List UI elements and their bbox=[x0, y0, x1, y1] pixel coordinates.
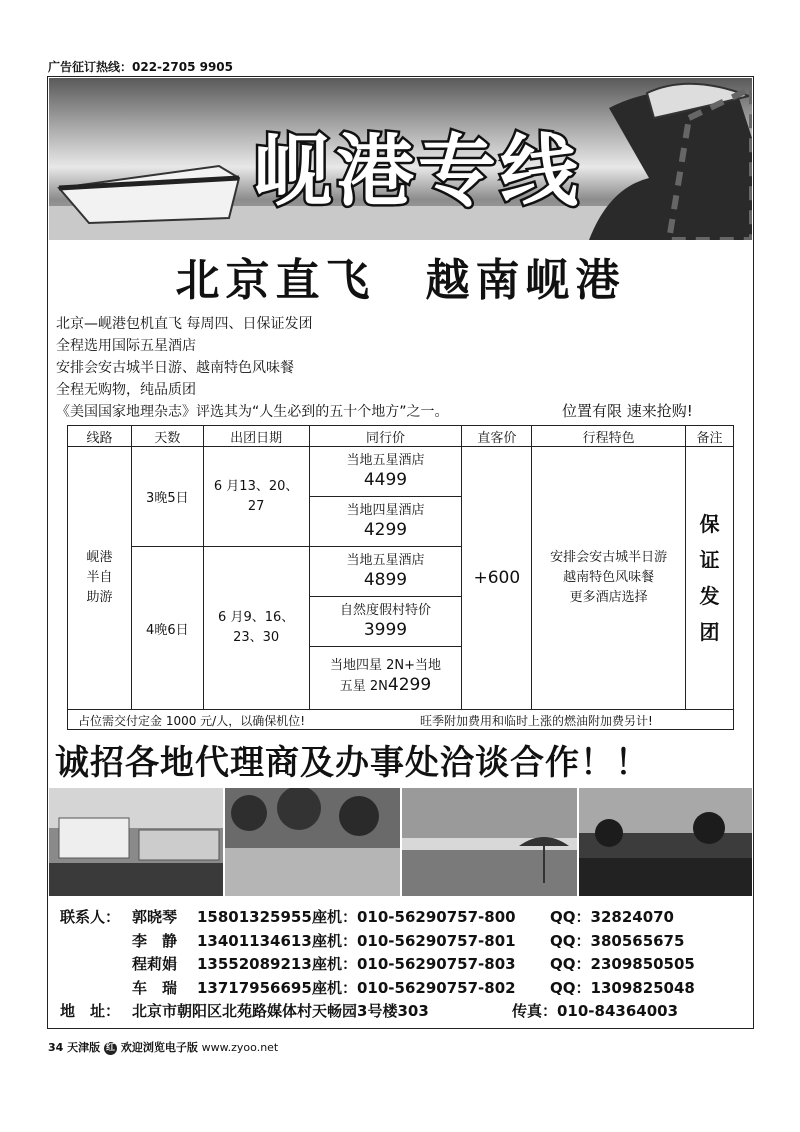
dates-cell bbox=[203, 447, 309, 547]
peer-price-cell bbox=[309, 597, 462, 647]
banner bbox=[49, 78, 752, 240]
banner-title: 岘港专线 bbox=[254, 126, 583, 217]
dates-line: 23、30 bbox=[233, 630, 280, 645]
contact-phone: 座机：010-56290757-802 bbox=[312, 978, 516, 997]
photo-strip bbox=[49, 788, 752, 896]
table-row bbox=[68, 447, 734, 497]
surcharge-note: 旺季附加费用和临时上涨的燃油附加费另计! bbox=[420, 714, 653, 728]
highlight-line: 越南特色风味餐 bbox=[563, 570, 655, 585]
days-cell: 4晚6日 bbox=[131, 547, 203, 710]
table-header: 线路 bbox=[68, 426, 132, 447]
hotel-type-cont: 五星 2N bbox=[339, 678, 388, 694]
contact-qq: QQ：380565675 bbox=[550, 931, 685, 950]
hotel-type: 当地四星 2N+当地 bbox=[329, 657, 441, 673]
peer-price-cell bbox=[309, 447, 462, 497]
highlights-cell bbox=[532, 447, 686, 710]
dates-line: 27 bbox=[247, 498, 265, 514]
resort-photo-2 bbox=[225, 788, 400, 896]
notes-strip bbox=[67, 708, 734, 730]
table-header: 同行价 bbox=[309, 426, 462, 447]
contact-mobile: 13552089213 bbox=[197, 955, 312, 973]
highlight-line: 安排会安古城半日游 bbox=[550, 550, 668, 565]
note-char: 证 bbox=[699, 548, 720, 572]
hotel-type: 当地五星酒店 bbox=[346, 452, 425, 468]
table-header: 天数 bbox=[131, 426, 203, 447]
hotel-type: 当地四星酒店 bbox=[346, 502, 425, 518]
page-number: 34 天津版 bbox=[48, 1041, 101, 1054]
contact-mobile: 15801325955 bbox=[197, 908, 312, 926]
dates-line: 6 月13、20、 bbox=[213, 478, 299, 494]
note-char: 发 bbox=[699, 584, 720, 608]
recruit-heading: 诚招各地代理商及办事处洽谈合作！！ bbox=[55, 743, 650, 783]
days-cell: 3晚5日 bbox=[131, 447, 203, 547]
address-label: 地 址： bbox=[60, 1002, 121, 1020]
route-line: 岘港 bbox=[86, 550, 113, 565]
contact-phone: 座机：010-56290757-800 bbox=[312, 908, 516, 926]
contact-name: 车 瑞 bbox=[132, 978, 178, 997]
feature-item: 全程无购物，纯品质团 bbox=[56, 382, 196, 398]
peer-price-cell bbox=[309, 647, 462, 710]
contact-phone: 座机：010-56290757-801 bbox=[312, 931, 516, 950]
peer-price-cell bbox=[309, 547, 462, 597]
dates-cell bbox=[203, 547, 309, 710]
feature-item: 北京—岘港包机直飞 每周四、日保证发团 bbox=[56, 316, 313, 332]
hurry-notice: 位置有限 速来抢购! bbox=[562, 402, 693, 420]
contact-phone: 座机：010-56290757-803 bbox=[312, 955, 516, 973]
contact-name: 郭晓琴 bbox=[132, 908, 178, 926]
feature-item: 安排会安古城半日游、越南特色风味餐 bbox=[56, 360, 294, 376]
contact-qq: QQ：2309850505 bbox=[550, 955, 695, 973]
address: 北京市朝阳区北苑路媒体村天畅园3号楼303 bbox=[132, 1002, 429, 1020]
subtitle: 北京直飞 越南岘港 bbox=[175, 255, 626, 306]
contact-name: 李 静 bbox=[132, 931, 178, 950]
route-line: 半自 bbox=[86, 570, 113, 585]
ad-hotline: 广告征订热线：022-2705 9905 bbox=[48, 60, 234, 74]
note-cell bbox=[686, 447, 734, 710]
route-line: 助游 bbox=[86, 590, 113, 605]
direct-price-cell: +600 bbox=[462, 447, 532, 710]
route-cell bbox=[68, 447, 132, 710]
hotel-type: 自然度假村特价 bbox=[339, 602, 431, 618]
peer-price: 4299 bbox=[387, 674, 432, 695]
table-header-row bbox=[68, 426, 734, 447]
page-footer bbox=[48, 1039, 278, 1055]
contact-mobile: 13717956695 bbox=[197, 978, 312, 997]
footer-url[interactable]: www.zyoo.net bbox=[201, 1041, 279, 1054]
peer-price: 4299 bbox=[363, 519, 408, 540]
badge-icon: 红 bbox=[105, 1042, 115, 1053]
feature-item: 全程选用国际五星酒店 bbox=[56, 338, 196, 354]
table-header: 直客价 bbox=[462, 426, 532, 447]
pool-photo bbox=[579, 788, 752, 896]
table-header: 行程特色 bbox=[532, 426, 686, 447]
highlight-line: 更多酒店选择 bbox=[569, 590, 648, 605]
note-char: 保 bbox=[699, 512, 720, 536]
contact-mobile: 13401134613 bbox=[197, 931, 312, 950]
table-header: 出团日期 bbox=[203, 426, 309, 447]
footer-text: 欢迎浏览电子版 bbox=[120, 1041, 198, 1054]
hotel-type: 当地五星酒店 bbox=[346, 552, 425, 568]
contact-name: 程莉娟 bbox=[132, 955, 178, 973]
banner-scene bbox=[49, 78, 752, 240]
peer-price: 3999 bbox=[363, 619, 408, 640]
feature-list bbox=[56, 313, 449, 423]
photo-strip-art bbox=[49, 788, 752, 896]
fax: 传真：010-84364003 bbox=[512, 1002, 679, 1020]
note-char: 团 bbox=[699, 620, 720, 644]
peer-price: 4499 bbox=[363, 469, 408, 490]
deposit-note: 占位需交付定金 1000 元/人，以确保机位! bbox=[78, 714, 306, 728]
peer-price-cell bbox=[309, 497, 462, 547]
contacts-label: 联系人： bbox=[60, 908, 121, 926]
beach-photo bbox=[402, 788, 577, 896]
contact-qq: QQ：1309825048 bbox=[550, 978, 695, 997]
hotel-price-line bbox=[310, 674, 462, 699]
tour-table bbox=[67, 425, 734, 710]
contact-qq: QQ：32824070 bbox=[550, 908, 674, 926]
table-header: 备注 bbox=[686, 426, 734, 447]
resort-photo-1 bbox=[49, 788, 223, 896]
dates-line: 6 月9、16、 bbox=[218, 610, 295, 625]
feature-item: 《美国国家地理杂志》评选其为“人生必到的五十个地方”之一。 bbox=[56, 404, 449, 420]
peer-price: 4899 bbox=[363, 569, 408, 590]
